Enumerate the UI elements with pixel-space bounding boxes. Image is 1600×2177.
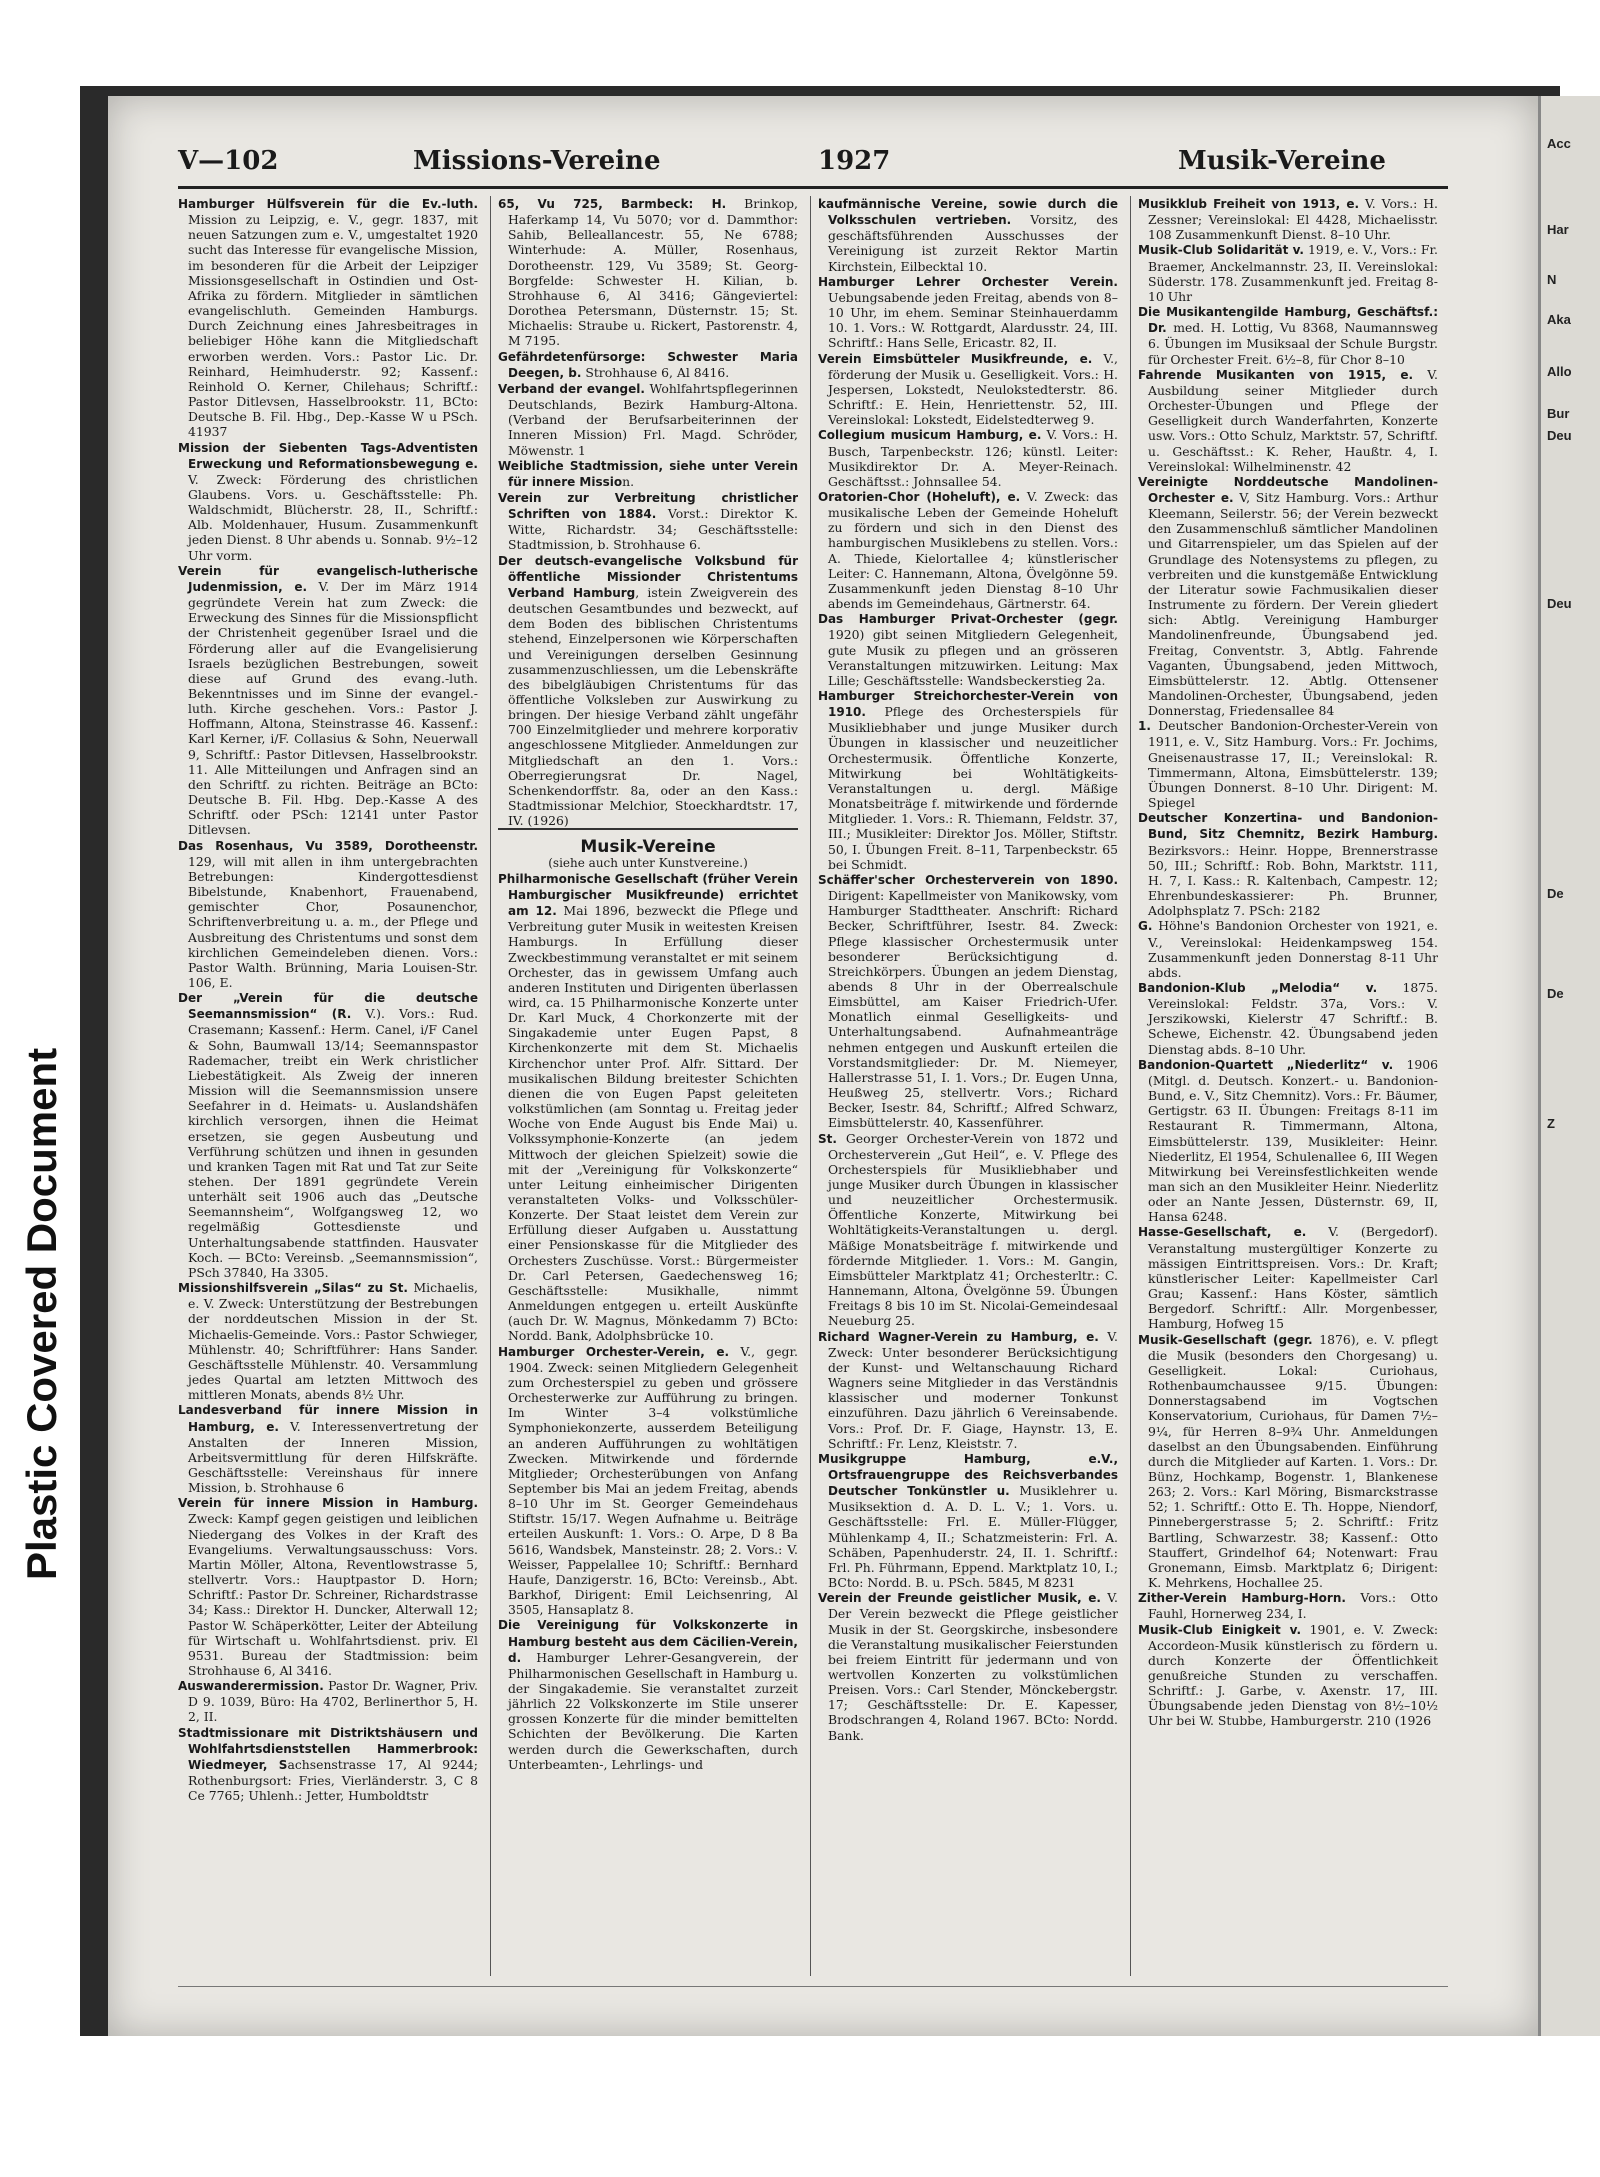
- page-header: [178, 146, 1448, 186]
- entry-name: Das Hamburger Privat-Orchester (gegr.: [818, 612, 1118, 627]
- entry-name: Deutscher Konzertina- und Bandonion-Bund, Sitz Chemnitz, Bezirk Hamburg.: [1138, 811, 1438, 842]
- entry-name: Verein der Freunde geistlicher Musik, e.: [818, 1591, 1101, 1606]
- entry-name: Fahrende Musikanten von 1915, e.: [1138, 367, 1414, 382]
- directory-entry: Bandonion-Klub „Melodia“ v. 1875. Vereinslokal: Feldstr. 37a, Vors.: V. Jerszikowski, Kielerstr 47 Schriftf.: B. Schewe, Eichenstr. 42. Übungsabend jeden Dienstag abds. 8–10 Uhr.: [1138, 979, 1438, 1057]
- entry-name: G.: [1138, 919, 1153, 934]
- entry-name: kaufmännische Vereine, sowie durch die Volksschulen vertrieben.: [818, 197, 1118, 228]
- entry-name: Missionshilfsverein „Silas“ zu St.: [178, 1281, 408, 1296]
- entry-name: Schäffer'scher Orchesterverein von 1890.: [818, 872, 1118, 887]
- adjacent-page-fragment: De: [1547, 986, 1564, 1001]
- directory-entry: Landesverband für innere Mission in Hamburg, e. V. Interessenvertretung der Anstalten der Inneren Mission, Arbeitsvermittlung für deren Hilfskräfte. Geschäftsstelle: Vereinshaus für innere Mission, b. Strohhause 6: [178, 1403, 478, 1496]
- directory-entry: Der deutsch-evangelische Volksbund für öffentliche Missionder Christentums Verband Hamburg, istein Zweigverein des deutschen Gesamtbundes und bezweckt, auf dem Boden des biblischen Christentums stehend, Einzelpersonen wie Körperschaften und Vereinigungen derselben Gesinnung zusammenzuschliessen, um die Lebenskräfte des bibelgläubigen Christentums für das öffentliche Volksleben zur Auswirkung zu bringen. Der hiesige Verband zählt ungefähr 700 Einzelmitglieder und mehrere korporativ angeschlossene Mitglieder. Anmeldungen zur Mitgliedschaft an den 1. Vors.: Oberregierungsrat Dr. Nagel, Schenkendorffstr. 8a, oder an den Kass.: Stadtmissionar Melchior, Stoeckhardtstr. 17, IV. (1926): [498, 553, 798, 829]
- adjacent-page-fragment: Deu: [1547, 596, 1572, 611]
- directory-entry: Hamburger Orchester-Verein, e. V., gegr. 1904. Zweck: seinen Mitgliedern Gelegenheit zum Orchesterspiel zu geben und grössere Orchesterwerke zur Aufführung zu bringen. Im Winter 3–4 volkstümliche Symphoniekonzerte, ausserdem Beteiligung an anderen Aufführungen zu wohltätigen Zwecken. Mitwirkende und fördernde Mitglieder; Orchesterübungen von Anfang September bis Mai an jedem Freitag, abends 8–10 Uhr im St. Georger Gemeindehaus Stiftstr. 15/17. Wegen Aufnahme u. Beiträge erteilen Auskunft: 1. Vors.: O. Arpe, D 8 Ba 5616, Wandsbek, Mansteinstr. 28; 2. Vors.: V. Weisser, Pappelallee 10; Schriftf.: Bernhard Haufe, Danzigerstr. 16, BCto: Vereinsb., Abt. Barkhof, Dirigent: Emil Leichsenring, Al 3505, Hansaplatz 8.: [498, 1343, 798, 1618]
- year: 1927: [818, 146, 891, 176]
- entry-name: Verein für evangelisch-lutherische Judenmission, e.: [178, 563, 478, 594]
- entry-name: Hasse-Gesellschaft, e.: [1138, 1225, 1307, 1240]
- column-2: [498, 196, 798, 1976]
- directory-entry: Hamburger Streichorchester-Verein von 1910. Pflege des Orchesterspiels für Musikliebhaber und junge Musiker durch Übungen in klassischer und neuzeitlicher Orchestermusik. Öffentliche Konzerte, Mitwirkung bei Wohltätigkeits-Veranstaltungen u. dergl. Mäßige Monatsbeiträge f. mitwirkende und fördernde Mitglieder. 1. Vors.: R. Thiemann, Feldstr. 37, III.; Musikleiter: Direktor Jos. Möller, Stiftstr. 50, I. Übungen Freit. 8–11, Tarpenbeckstr. 65 bei Schmidt.: [818, 689, 1118, 872]
- page-number: V—102: [178, 146, 279, 176]
- directory-entry: Missionshilfsverein „Silas“ zu St. Michaelis, e. V. Zweck: Unterstützung der Bestrebungen der norddeutschen Mission in der St. Michaelis-Gemeinde. Vors.: Pastor Schwieger, Mühlenstr. 40; Schriftführer: Hans Sander. Geschäftsstelle Mühlenstr. 40. Versammlung jedes Quartal am letzten Mittwoch des mittleren Monats, abends 8½ Uhr.: [178, 1280, 478, 1403]
- entry-name: Weibliche Stadtmission, siehe unter Verein für innere Missio: [498, 458, 798, 489]
- directory-entry: Gefährdetenfürsorge: Schwester Maria Deegen, b. Strohhause 6, Al 8416.: [498, 349, 798, 380]
- footer-rule: [178, 1986, 1448, 1987]
- entry-name: Vereinigte Norddeutsche Mandolinen-Orchester e.: [1138, 474, 1438, 505]
- entry-name: Gefährdetenfürsorge: Schwester Maria Deegen, b.: [498, 349, 798, 380]
- directory-entry: Verband der evangel. Wohlfahrtspflegerinnen Deutschlands, Bezirk Hamburg-Altona. (Verband der Berufsarbeiterinnen der Inneren Mission) Frl. Magd. Schröder, Möwenstr. 1: [498, 380, 798, 458]
- entry-name: Collegium musicum Hamburg, e.: [818, 428, 1042, 443]
- directory-entry: Philharmonische Gesellschaft (früher Verein Hamburgischer Musikfreunde) errichtet am 12. Mai 1896, bezweckt die Pflege und Verbreitung guter Musik in weitesten Kreisen Hamburgs. In Erfüllung dieser Zweckbestimmung veranstaltet er mit seinem Orchester, das in gewissem Umfang auch anderen Instituten und Dirigenten überlassen wird, ca. 15 Philharmonische Konzerte unter Dr. Karl Muck, 4 Chorkonzerte mit der Singakademie unter Eugen Papst, 8 Kirchenkonzerte mit dem St. Michaelis Kirchenchor unter Prof. Alfr. Sittard. Der musikalischen Bildung breitester Schichten dienen die von Eugen Papst geleiteten volkstümlichen (am Sonntag u. Freitag jeder Woche von Ende August bis Ende Mai) u. Volkssymphonie-Konzerte (an jedem Mittwoch der gleichen Spielzeit) sowie die mit der „Vereinigung für Volkskonzerte“ unter Leitung einheimischer Dirigenten veranstalteten Volks- und Volksschüler-Konzerte. Der Staat leistet dem Verein zur Erfüllung dieser Aufgaben u. Ausstattung einer Pensionskasse für die Mitglieder des Orchesters Zuschüsse. Vorst.: Bürgermeister Dr. Carl Petersen, Gaedechensweg 16; Geschäftsstelle: Musikhalle, nimmt Anmeldungen entgegen u. erteilt Auskünfte (auch Dr. W. Magnus, Mönkedamm 7) BCto: Nordd. Bank, Adolphsbrücke 10.: [498, 871, 798, 1344]
- header-rule: [178, 186, 1448, 189]
- directory-entry: Vereinigte Norddeutsche Mandolinen-Orchester e. V, Sitz Hamburg. Vors.: Arthur Kleemann, Seilerstr. 56; der Verein bezweckt den Zusammenschluß sämtlicher Mandolinen und Gitarrenspieler, um das Spielen auf der Grundlage des Notensystems zu pflegen, zu verbreiten und die kunstgemäße Entwicklung der Literatur sowie Fachmusikalien dieser Instrumente zu fördern. Der Verein gliedert sich: Abtlg. Vereinigung Hamburger Mandolinenfreunde, Übungsabend jed. Freitag, Conventstr. 3, Abtlg. Fahrende Vaganten, Übungsabend, jeden Mittwoch, Eimsbüttelerstr. 12. Abtlg. Ottensener Mandolinen-Orchester, Übungsabend, jeden Donnerstag, Friedensallee 84: [1138, 474, 1438, 719]
- entry-name: Verein zur Verbreitung christlicher Schriften von 1884.: [498, 490, 798, 522]
- entry-name: Richard Wagner-Verein zu Hamburg, e.: [818, 1329, 1099, 1344]
- section-title: Musik-Vereine: [498, 828, 798, 855]
- entry-name: 1.: [1138, 719, 1151, 734]
- directory-entry: Musikklub Freiheit von 1913, e. V. Vors.: H. Zessner; Vereinslokal: El 4428, Michaelisstr. 108 Zusammenkunft Dienst. 8–10 Uhr.: [1138, 196, 1438, 243]
- entry-name: Die Vereinigung für Volkskonzerte in Hamburg besteht aus dem Cäcilien-Verein, d.: [498, 1618, 798, 1665]
- directory-entry: Hamburger Hülfsverein für die Ev.-luth. Mission zu Leipzig, e. V., gegr. 1837, mit neuen Satzungen zum e. V., umgestaltet 1920 sucht das Interesse für evangelische Mission, im besonderen für die Arbeit der Leipziger Missionsgesellschaft in Ostindien und Ost-Afrika zu fördern. Mitglieder in sämtlichen evangelischluth. Gemeinden Hamburgs. Durch Zeichnung eines Jahresbeitrages in beliebiger Höhe kann die Mitgliedschaft erworben werden. Vors.: Pastor Lic. Dr. Reinhard, Heimhuderstr. 92; Kassenf.: Reinhold O. Kerner, Chilehaus; Schriftf.: Pastor Ditlevsen, Hasselbrookstr. 11, BCto: Deutsche B. Fil. Hbg., Dep.-Kasse W u PSch. 41937: [178, 197, 478, 440]
- directory-entry: Auswanderermission. Pastor Dr. Wagner, Priv. D 9. 1039, Büro: Ha 4702, Berlinerthor 5, H. 2, II.: [178, 1678, 478, 1725]
- directory-entry: Mission der Siebenten Tags-Adventisten Erweckung und Reformationsbewegung e. V. Zweck: Förderung des christlichen Glaubens. Vors. u. Geschäftsstelle: Ph. Waldschmidt, Blücherstr. 28, II., Schriftf.: Alb. Moldenhauer, Husum. Zusammenkunft jeden Dienst. 8 Uhr abends u. Sonnab. 9½–12 Uhr vorm.: [178, 440, 478, 563]
- directory-entry: Verein zur Verbreitung christlicher Schriften von 1884. Vorst.: Direktor K. Witte, Richardstr. 34; Geschäftsstelle: Stadtmission, b. Strohhause 6.: [498, 490, 798, 553]
- directory-entry: St. Georger Orchester-Verein von 1872 und Orchesterverein „Gut Heil“, e. V. Pflege des Orchesterspiels für Musikliebhaber und junge Musiker durch Übungen in klassischer und neuzeitlicher Orchestermusik. Öffentliche Konzerte, Mitwirkung bei Wohltätigkeits-Veranstaltungen u. dergl. Mäßige Monatsbeiträge f. mitwirkende und fördernde Mitglieder. 1. Vors.: M. Gangin, Eimsbütteler Marktplatz 41; Orchesterltr.: C. Hannemann, Altona, Övelgönne 59. Übungen Freitags 8 bis 10 im St. Nicolai-Gemeindesaal Neueburg 25.: [818, 1130, 1118, 1329]
- entry-name: Stadtmissionare mit Distriktshäusern und Wohlfahrtsdienststellen Hammerbrook: Wiedmeyer, S: [178, 1725, 478, 1772]
- entry-name: Zither-Verein Hamburg-Horn.: [1138, 1591, 1346, 1606]
- column-4: [1138, 196, 1438, 1976]
- directory-entry: Oratorien-Chor (Hoheluft), e. V. Zweck: das musikalische Leben der Gemeinde Hoheluft zu fördern und sich in den Dienst des hamburgischen Musiklebens zu stellen. Vors.: A. Thiede, Kielortallee 4; künstlerischer Leiter: C. Hannemann, Altona, Övelgönne 59. Zusammenkunft jeden Dienstag 8–10 Uhr abends im Gemeindehaus, Gärtnerstr. 64.: [818, 488, 1118, 612]
- entry-name: Die Musikantengilde Hamburg, Geschäftsf.: Dr.: [1138, 305, 1438, 336]
- directory-entry: 1. Deutscher Bandonion-Orchester-Verein von 1911, e. V., Sitz Hamburg. Vors.: Fr. Jochims, Gneisenaustrasse 17, II.; Vereinslokal: R. Timmermann, Altona, Eimsbüttelerstr. 139; Übungen Donnerst. 8–10 Uhr. Dirigent: M. Spiegel: [1138, 718, 1438, 811]
- directory-entry: Collegium musicum Hamburg, e. V. Vors.: H. Busch, Tarpenbeckstr. 126; künstl. Leiter: Musikdirektor Dr. A. Meyer-Reinach. Geschäftsst.: Johnsallee 54.: [818, 427, 1118, 489]
- adjacent-page-fragment: Aka: [1547, 312, 1571, 327]
- directory-entry: Weibliche Stadtmission, siehe unter Verein für innere Mission.: [498, 458, 798, 489]
- directory-entry: Bandonion-Quartett „Niederlitz“ v. 1906 (Mitgl. d. Deutsch. Konzert.- u. Bandonion-Bund, e. V., Sitz Chemnitz). Vors.: Fr. Bäumer, Gertigstr. 63 II. Übungen: Freitags 8-11 im Restaurant R. Timmermann, Altona, Eimsbüttelerstr. 139, Musikleiter: Heinr. Niederlitz, El 1954, Schulenallee 6, III Wegen Mitwirkung bei Vereinsfestlichkeiten wende man sich an den Musikleiter Heinr. Niederlitz oder an Nante Jessen, Düsternstr. 69, II, Hansa 6248.: [1138, 1056, 1438, 1225]
- adjacent-page-strip: [1538, 96, 1600, 2036]
- entry-name: 65, Vu 725, Barmbeck: H.: [498, 197, 727, 211]
- entry-name: Auswanderermission.: [178, 1679, 324, 1694]
- directory-entry: Das Rosenhaus, Vu 3589, Dorotheenstr. 129, will mit allen in ihm untergebrachten Betrebungen: Kindergottesdienst Bibelstunde, Knabenhort, Frauenabend, gemischter Chor, Posaunenchor, Schriftenverbreitung u. a. m., der Pflege und Ausbreitung des Christentums und sonst dem kirchlichen Gemeindeleben dienen. Vors.: Pastor Walth. Brünning, Maria Louisen-Str. 106, E.: [178, 838, 478, 990]
- adjacent-page-fragment: Har: [1547, 222, 1569, 237]
- directory-entry: Fahrende Musikanten von 1915, e. V. Ausbildung seiner Mitglieder durch Orchester-Übungen und Pflege der Geselligkeit durch Wanderfahrten, Konzerte usw. Vors.: Otto Schulz, Marktstr. 57, Schriftf. u. Geschäftsst.: K. Reher, Haußtr. 4, I. Vereinslokal: Wilhelminenstr. 42: [1138, 366, 1438, 474]
- entry-name: Der deutsch-evangelische Volksbund für öffentliche Missionder Christentums Verband Hamburg: [498, 553, 798, 600]
- entry-name: Musik-Gesellschaft (gegr.: [1138, 1332, 1313, 1347]
- entry-name: Landesverband für innere Mission in Hamburg, e.: [178, 1403, 478, 1434]
- directory-entry: Hasse-Gesellschaft, e. V. (Bergedorf). Veranstaltung mustergültiger Konzerte zu mässigen Eintrittspreisen. Vors.: Dr. Kraft; künstlerischer Leiter: Kapellmeister Carl Grau; Kassenf.: Hans Köster, sämtlich Bergedorf. Schriftf.: Allr. Morgenbesser, Hamburg, Hofweg 15: [1138, 1224, 1438, 1332]
- section-subtitle: (siehe auch unter Kunstvereine.): [548, 855, 748, 870]
- directory-entry: Musikgruppe Hamburg, e.V., Ortsfrauengruppe des Reichsverbandes Deutscher Tonkünstler u. Musiklehrer u. Musiksektion d. A. D. L. V.; 1. Vors. u. Geschäftsstelle: Frl. E. Müller-Flügger, Mühlenkamp 4, II.; Schatzmeisterin: Frl. A. Schäben, Papenhuderstr. 24, II. 1. Schriftf.: Frl. Ph. Führmann, Eppend. Marktplatz 10, I.; BCto: Nordd. B. u. PSch. 5845, M 8231: [818, 1451, 1118, 1591]
- adjacent-page-fragment: Allo: [1547, 364, 1572, 379]
- entry-name: Musikgruppe Hamburg, e.V., Ortsfrauengruppe des Reichsverbandes Deutscher Tonkünstler u.: [818, 1451, 1118, 1499]
- entry-name: Hamburger Orchester-Verein, e.: [498, 1344, 730, 1359]
- directory-entry: Das Hamburger Privat-Orchester (gegr. 1920) gibt seinen Mitgliedern Gelegenheit, gute Musik zu pflegen und an grösseren Veranstaltungen mitzuwirken. Leitung: Max Lille; Geschäftsstelle: Wandsbeckerstieg 2a.: [818, 612, 1118, 688]
- column-1: [178, 196, 478, 1976]
- scanned-page: [108, 96, 1538, 2036]
- directory-entry: Stadtmissionare mit Distriktshäusern und Wohlfahrtsdienststellen Hammerbrook: Wiedmeyer, Sachsenstrasse 17, Al 9244; Rothenburgsort: Fries, Vierländerstr. 3, C 8 Ce 7765; Uhlenh.: Jetter, Humboldtstr: [178, 1725, 478, 1804]
- adjacent-page-fragment: Acc: [1547, 136, 1571, 151]
- directory-entry: G. Höhne's Bandonion Orchester von 1921, e. V., Vereinslokal: Heidenkampsweg 154. Zusammenkunft jeden Donnerstag 8-11 Uhr abds.: [1138, 918, 1438, 980]
- directory-entry: Verein der Freunde geistlicher Musik, e. V. Der Verein bezweckt die Pflege geistlicher Musik in der St. Georgskirche, insbesondere die Veranstaltung musikalischer Feierstunden bei freiem Eintritt für jedermann und von wertvollen Konzerten zu volkstümlichen Preisen. Vors.: Carl Stender, Mönckebergstr. 17; Geschäftsstelle: Dr. E. Kapesser, Brodschrangen 4, Roland 1967. BCto: Nordd. Bank.: [818, 1590, 1118, 1743]
- adjacent-page-fragment: Deu: [1547, 428, 1572, 443]
- directory-entry: Der „Verein für die deutsche Seemannsmission“ (R. V.). Vors.: Rud. Crasemann; Kassenf.: Herm. Canel, i/F Canel & Sohn, Baumwall 13/14; Seemannspastor Rademacher, treibt ein Werk christlicher Liebestätigkeit. Als Zweig der inneren Mission will die Seemannsmission unsere Seefahrer in d. Heimats- u. Auslandshäfen kirchlich versorgen, ihnen die Heimat ersetzen, sie gegen Ausbeutung und Verführung schützen und ihnen in gesunden und kranken Tagen mit Rat und Tat zur Seite stehen. Der 1891 gegründete Verein unterhält seit 1906 auch das „Deutsche Seemannsheim“, Wolfgangsweg 12, wo regelmäßig Gottesdienste und Unterhaltungsabende stattfinden. Hausvater Koch. — BCto: Vereinsb. „Seemannsmission“, PSch 37840, Ha 3305.: [178, 991, 478, 1280]
- directory-entry: 65, Vu 725, Barmbeck: H. Brinkop, Haferkamp 14, Vu 5070; vor d. Dammthor: Sahib, Belleallancestr. 55, Ne 6788; Winterhude: A. Müller, Rosenhaus, Dorotheenstr. 129, Vu 3589; St. Georg-Borgfelde: Schwester H. Kilian, b. Strohhause 6, Al 3416; Gängeviertel: Dorothea Petersmann, Düsternstr. 15; St. Michaelis: Straube u. Rickert, Pastorenstr. 4, M 7195.: [498, 196, 798, 349]
- entry-name: Hamburger Streichorchester-Verein von 1910.: [818, 689, 1118, 720]
- directory-entry: Schäffer'scher Orchesterverein von 1890. Dirigent: Kapellmeister von Manikowsky, vom Hamburger Stadttheater. Anschrift: Richard Becker, Schriftführer, Isestr. 84. Zweck: Pflege klassischer Orchestermusik unter besonderer Berücksichtigung d. Streichkörpers. Übungen an jedem Dienstag, abends 8 Uhr in der Oberrealschule Eimsbüttel, am Kaiser Friedrich-Ufer. Monatlich einmal Geselligkeits- und Unterhaltungsabend. Aufnahmeanträge nehmen entgegen und Auskunft erteilen die Vorstandsmitglieder: Dr. M. Niemeyer, Hallerstrasse 51, I. 1. Vors.; Dr. Eugen Unna, Heußweg 25, stellvertr. Vors.; Richard Becker, Isestr. 84, Schriftf.; Alfred Schwarz, Eimsbüttelerstr. 40, Kassenführer.: [818, 872, 1118, 1131]
- adjacent-page-fragment: Z: [1547, 1116, 1555, 1131]
- directory-entry: Hamburger Lehrer Orchester Verein. Uebungsabende jeden Freitag, abends von 8–10 Uhr, im ehem. Seminar Steinhauerdamm 10. 1. Vors.: W. Rottgardt, Alardusstr. 24, III. Schriftf.: Hans Selle, Ericastr. 82, II.: [818, 274, 1118, 351]
- adjacent-page-fragment: Bur: [1547, 406, 1570, 421]
- directory-entry: Verein für innere Mission in Hamburg. Zweck: Kampf gegen geistigen und leiblichen Niedergang des Volkes in der Kraft des Evangeliums. Verwaltungsausschuss: Vors. Martin Möller, Altona, Reventlowstrasse 5, stellvertr. Vors.: Hauptpastor D. Horn; Schriftf.: Pastor Dr. Schreiner, Richardstrasse 34; Kass.: Direktor H. Duncker, Alterwall 12; Pastor W. Schäperkötter, Leiter der Abteilung für Wirtschaft u. Wohlfahrtsdienst. priv. El 9531. Bureau der Stadtmission: beim Strohhause 6, Al 3416.: [178, 1496, 478, 1678]
- entry-name: Der „Verein für die deutsche Seemannsmission“ (R.: [178, 991, 478, 1022]
- directory-entry: Deutscher Konzertina- und Bandonion-Bund, Sitz Chemnitz, Bezirk Hamburg. Bezirksvors.: Heinr. Hoppe, Brennerstrasse 50, III.; Schriftf.: Rob. Bohn, Marktstr. 111, H. 7, I. Kass.: R. Kaltenbach, Campestr. 12; Ehrenbundeskassierer: Ph. Brunner, Adolphsplatz 7. PSch: 2182: [1138, 811, 1438, 919]
- entry-name: Mission der Siebenten Tags-Adventisten Erweckung und Reformationsbewegung e.: [178, 440, 478, 471]
- directory-entry: Musik-Gesellschaft (gegr. 1876), e. V. pflegt die Musik (besonders den Chorgesang) u. Geselligkeit. Lokal: Curiohaus, Rothenbaumchaussee 9/15. Übungen: Donnerstagsabend im Vogtschen Konservatorium, Curiohaus, für Damen 7½–9¼, für Herren 8–9¾ Uhr. Anmeldungen daselbst an den Übungsabenden. Einführung durch die Mitglieder auf Karten. 1. Vors.: Dr. Bünz, Hochkamp, Bogenstr. 1, Blankenese 263; 2. Vors.: Karl Möring, Bismarckstrasse 52; 1. Schriftf.: Otto E. Th. Hoppe, Niendorf, Pinnebergerstrasse 5; 2. Schriftf.: Fritz Bartling, Schwarzestr. 38; Kassenf.: Otto Stauffert, Grindelhof 64; Notenwart: Frau Gronemann, Eimsb. Marktplatz 6; Dirigent: K. Mehrkens, Hochallee 25.: [1138, 1331, 1438, 1591]
- entry-name: Das Rosenhaus, Vu 3589, Dorotheenstr.: [178, 838, 478, 853]
- column-3: [818, 196, 1118, 1976]
- entry-name: Musikklub Freiheit von 1913, e.: [1138, 197, 1360, 211]
- directory-entry: Verein Eimsbütteler Musikfreunde, e. V., förderung der Musik u. Geselligkeit. Vors.: H. Jespersen, Lokstedt, Neulokstedterstr. 86. Schriftf.: E. Hein, Henriettenstr. 52, III. Vereinslokal: Lokstedt, Eidelstedterweg 9.: [818, 350, 1118, 428]
- left-title: Missions-Vereine: [413, 146, 661, 176]
- directory-entry: Verein für evangelisch-lutherische Judenmission, e. V. Der im März 1914 gegründete Verein hat zum Zweck: die Erweckung des Sinnes für die Missionspflicht der Christenheit gegenüber Israel und die Förderung aller auf die Evangelisierung Israels bezüglichen Bestrebungen, soweit diese auf Grund des evang.-luth. Bekenntnisses und im Sinne der evangel.-luth. Kirche geschehen. Vors.: Pastor J. Hoffmann, Altona, Steinstrasse 46. Kassenf.: Karl Kerner, i/F. Collasius & Sohn, Neuerwall 9, Schriftf.: Pastor Ditlevsen, Hasselbrookstr. 11. Alle Mitteilungen und Anfragen sind an den Schriftf. zu richten. Beiträge an BCto: Deutsche B. Fil. Hbg. Dep.-Kasse A des Schriftf. oder PSch: 12141 unter Pastor Ditlevsen.: [178, 563, 478, 838]
- entry-name: Musik-Club Einigkeit v.: [1138, 1622, 1302, 1637]
- adjacent-page-fragment: De: [1547, 886, 1564, 901]
- entry-name: Philharmonische Gesellschaft (früher Verein Hamburgischer Musikfreunde) errichtet am 12.: [498, 871, 798, 919]
- entry-name: Verein Eimsbütteler Musikfreunde, e.: [818, 351, 1093, 366]
- columns: [178, 196, 1448, 1976]
- entry-name: Hamburger Hülfsverein für die Ev.-luth.: [178, 197, 478, 211]
- directory-entry: Die Vereinigung für Volkskonzerte in Hamburg besteht aus dem Cäcilien-Verein, d. Hamburger Lehrer-Gesangverein, der Philharmonischen Gesellschaft in Hamburg u. der Singakademie. Sie veranstaltet zurzeit jährlich 22 Volkskonzerte im Stile unserer grossen Konzerte für die minder bemittelten Schichten der Bevölkerung. Die Karten werden durch die Gewerkschaften, durch Unterbeamten-, Lehrlings- und: [498, 1618, 798, 1772]
- directory-entry: kaufmännische Vereine, sowie durch die Volksschulen vertrieben. Vorsitz, des geschäftsführenden Ausschusses der Vereinigung ist zurzeit Rektor Martin Kirchstein, Eilbecktal 10.: [818, 197, 1118, 274]
- entry-name: Verband der evangel.: [498, 381, 645, 396]
- directory-entry: Richard Wagner-Verein zu Hamburg, e. V. Zweck: Unter besonderer Berücksichtigung der Kunst- und Weltanschauung Richard Wagners seine Mitglieder in das Verständnis klassischer und moderner Tonkunst einzuführen. Dazu jährlich 6 Vereinsabende. Vors.: Prof. Dr. F. Giage, Haynstr. 13, E. Schriftf.: Fr. Lenz, Kleiststr. 7.: [818, 1328, 1118, 1451]
- side-label: Plastic Covered Document: [18, 1047, 65, 1580]
- directory-entry: Musik-Club Einigkeit v. 1901, e. V. Zweck: Accordeon-Musik künstlerisch zu fördern u. durch Konzerte der Öffentlichkeit genußreiche Stunden zu verschaffen. Schriftf.: J. Garbe, v. Axenstr. 17, III. Übungsabende jeden Dienstag von 8½–10½ Uhr bei W. Stubbe, Hamburgerstr. 210 (1926: [1138, 1621, 1438, 1729]
- entry-name: Bandonion-Quartett „Niederlitz“ v.: [1138, 1057, 1394, 1072]
- entry-name: Hamburger Lehrer Orchester Verein.: [818, 274, 1118, 289]
- directory-entry: Die Musikantengilde Hamburg, Geschäftsf.: Dr. med. H. Lottig, Vu 8368, Naumannsweg 6. Übungen im Musiksaal der Schule Burgstr. für Orchester Freit. 6½–8, für Chor 8–10: [1138, 305, 1438, 367]
- adjacent-page-fragment: N: [1547, 272, 1557, 287]
- entry-name: Bandonion-Klub „Melodia“ v.: [1138, 980, 1378, 995]
- entry-name: Verein für innere Mission in Hamburg.: [178, 1496, 478, 1511]
- directory-entry: Zither-Verein Hamburg-Horn. Vors.: Otto Fauhl, Hornerweg 234, I.: [1138, 1590, 1438, 1622]
- entry-name: Musik-Club Solidarität v.: [1138, 243, 1304, 258]
- entry-name: St.: [818, 1131, 837, 1146]
- right-title: Musik-Vereine: [1178, 146, 1386, 176]
- entry-name: Oratorien-Chor (Hoheluft), e.: [818, 489, 1021, 504]
- directory-entry: Musik-Club Solidarität v. 1919, e. V., Vors.: Fr. Braemer, Anckelmannstr. 23, II. Vereinslokal: Süderstr. 178. Zusammenkunft jed. Freitag 8-10 Uhr: [1138, 242, 1438, 304]
